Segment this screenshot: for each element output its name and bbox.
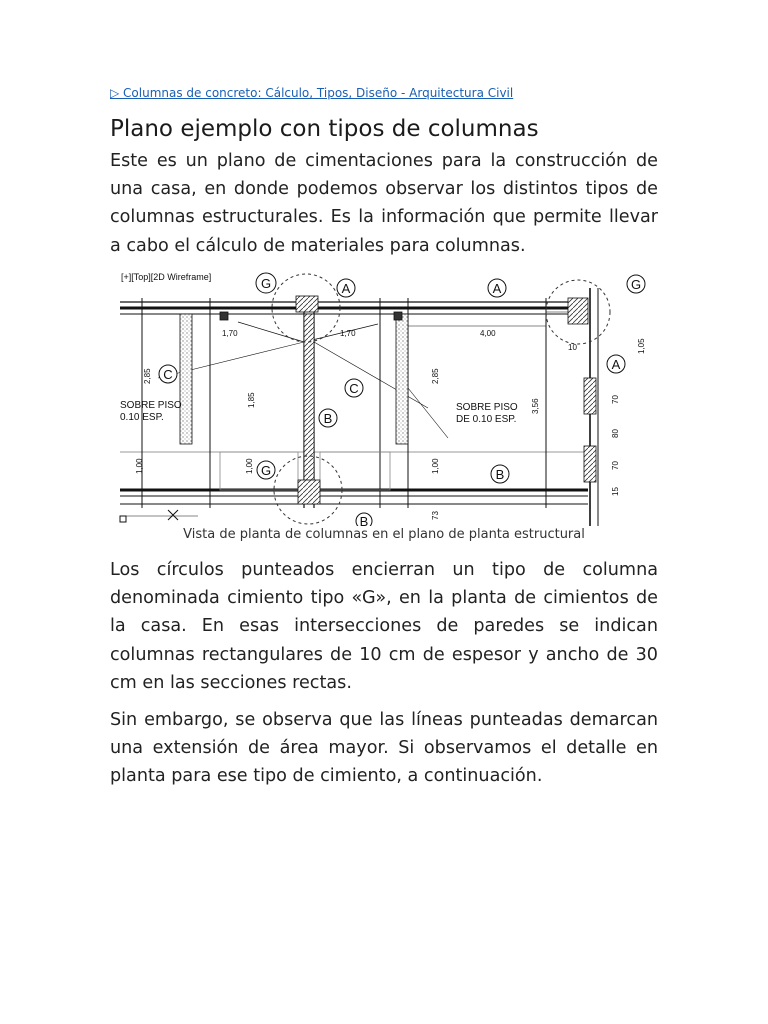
marker-c-1-label: C xyxy=(163,367,173,382)
marker-g-2 xyxy=(627,275,645,293)
dimension-label: 4,00 xyxy=(480,329,496,338)
marker-a-1 xyxy=(337,279,355,297)
dimension-label: 2,85 xyxy=(431,368,440,384)
dimension-label: 1,85 xyxy=(247,392,256,408)
marker-a-3-label: A xyxy=(611,357,621,372)
dimension-label: 1,00 xyxy=(431,458,440,474)
dimension-label: 10 xyxy=(568,343,577,352)
section-heading: Plano ejemplo con tipos de columnas xyxy=(110,116,539,142)
dimension-label: 1,70 xyxy=(222,329,238,338)
marker-g-1-label: G xyxy=(260,276,272,291)
dimension-label: 1,00 xyxy=(245,458,254,474)
figure-caption: Vista de planta de columnas en el plano de planta estructural xyxy=(183,527,585,542)
dimension-label: 3,56 xyxy=(531,398,540,414)
note-sobre-piso-1: SOBRE PISO xyxy=(456,402,518,413)
dimension-label: 73 xyxy=(431,511,440,520)
note-left-1: SOBRE PISO xyxy=(120,400,182,411)
dimension-label: 80 xyxy=(611,429,620,438)
marker-c-1 xyxy=(159,365,177,383)
dimension-label: 70 xyxy=(611,461,620,470)
note-left-2: 0.10 ESP. xyxy=(120,412,164,423)
paragraph-intro: Este es un plano de cimentaciones para la construcción de una casa, en donde podemos observar los distintos tipos de columnas estructurales. Es la información que permite llevar a cabo el cálculo de materiales para columnas. xyxy=(110,151,658,256)
viewport-label: [+][Top][2D Wireframe] xyxy=(121,272,212,282)
dimension-label: 1,70 xyxy=(340,329,356,338)
marker-b-1 xyxy=(319,409,337,427)
marker-c-2-label: C xyxy=(349,381,359,396)
dimension-label: 15 xyxy=(611,487,620,496)
floor-plan-figure xyxy=(118,268,654,526)
dimension-label: 1,05 xyxy=(637,338,646,354)
marker-g-3 xyxy=(257,461,275,479)
paragraph-dotted-lines: Sin embargo, se observa que las líneas punteadas demarcan una extensión de área mayor. Si observamos el detalle en planta para ese tipo de cimiento, a continuación. xyxy=(110,710,658,787)
marker-b-2-label: B xyxy=(495,467,505,482)
marker-a-2 xyxy=(488,279,506,297)
dimension-label: 2,85 xyxy=(143,368,152,384)
marker-b-1-label: B xyxy=(323,411,333,426)
marker-g-3-label: G xyxy=(260,463,272,478)
marker-b-2 xyxy=(491,465,509,483)
note-sobre-piso-2: DE 0.10 ESP. xyxy=(456,414,517,425)
marker-a-2-label: A xyxy=(492,281,502,296)
dimension-label: 1,00 xyxy=(135,458,144,474)
article-link[interactable]: ▷ Columnas de concreto: Cálculo, Tipos, Diseño - Arquitectura Civil xyxy=(110,86,514,100)
marker-c-2 xyxy=(345,379,363,397)
marker-g-2-label: G xyxy=(630,277,642,292)
marker-a-3 xyxy=(607,355,625,373)
marker-a-1-label: A xyxy=(341,281,351,296)
paragraph-footing-g: Los círculos punteados encierran un tipo de columna denominada cimiento tipo «G», en la planta de cimientos de la casa. En esas intersecciones de paredes se indican columnas rectangulares de 10 cm de espesor y ancho de 30 cm en las secciones rectas. xyxy=(110,560,658,693)
marker-g-1 xyxy=(256,273,276,293)
marker-b-3-label: B xyxy=(359,514,369,526)
floor-plan-drawing xyxy=(118,268,654,526)
dimension-label: 70 xyxy=(611,395,620,404)
marker-b-3 xyxy=(356,513,372,526)
